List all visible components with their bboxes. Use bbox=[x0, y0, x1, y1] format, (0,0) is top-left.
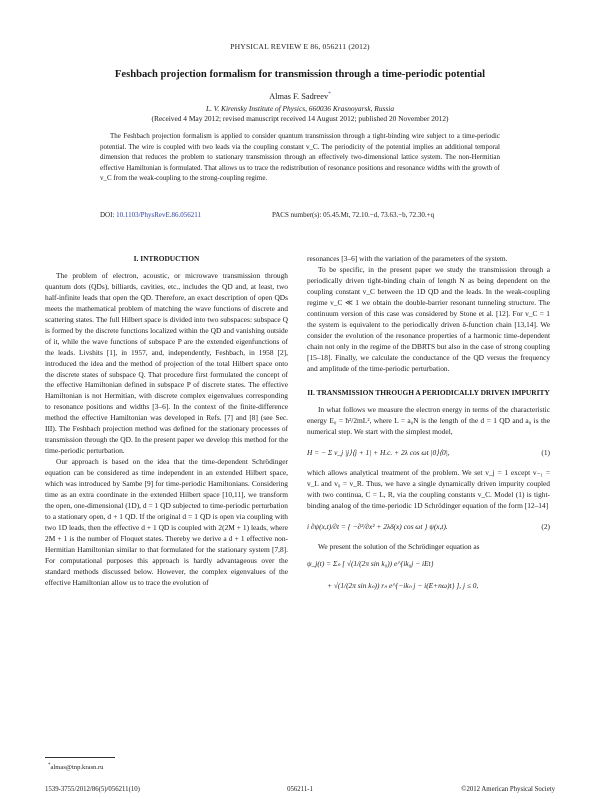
equation-1-body: H = − Σ v_j |j⟩⟨j + 1| + H.c. + 2λ cos ωt |0⟩⟨0|, bbox=[307, 448, 450, 458]
equation-2-body: i ∂ψ(x,t)/∂t = { −∂²/∂x² + 2λδ(x) cos ωt } ψ(x,t). bbox=[307, 522, 448, 532]
footnote-rule bbox=[45, 757, 115, 758]
sec2-paragraph-3: We present the solution of the Schrödinger equation as bbox=[318, 542, 480, 552]
equation-3 bbox=[307, 553, 550, 601]
intro-paragraph-2: Our approach is based on the idea that the time-dependent Schrödinger equation can be considered as time independent in an extended Hilbert space, which was introduced by Sambe [9] for time-periodic Hamiltonians. Considering time as an extra coordinate in the extended Hilbert space [10,11], we transform the open, one-dimensional (1D), d = 1 QD subjected to time-periodic perturbation to a stationary open, d + 1 QD. If the original d = 1 QD is open via coupling with two 1D leads, then the effective d + 1 QD is coupled with 2(2M + 1) leads, where 2M + 1 is the number of Floquet states. Thereby we derive a d + 1 effective non-Hermitian Hamiltonian similar to that formulated for the stationary system [7,8]. For computational purposes this approach is hardly advantageous over the standard methods discussed below. However, the complex eigenvalues of the effective Hamiltonian allow us to trace the evolution of bbox=[45, 457, 288, 587]
affiliation: L. V. Kirensky Institute of Physics, 660036 Krasnoyarsk, Russia bbox=[205, 104, 395, 113]
received-dates: (Received 4 May 2012; revised manuscript received 14 August 2012; published 20 November 2012) bbox=[151, 114, 449, 123]
running-header: PHYSICAL REVIEW E 86, 056211 (2012) bbox=[230, 42, 370, 51]
abstract bbox=[100, 131, 500, 184]
equation-1-number: (1) bbox=[541, 448, 550, 458]
doi-link[interactable]: 10.1103/PhysRevE.86.056211 bbox=[116, 211, 201, 219]
left-column bbox=[45, 254, 288, 589]
intro-paragraph-continued: resonances [3–6] with the variation of the parameters of the system. bbox=[307, 254, 508, 263]
author-line bbox=[0, 91, 600, 101]
equation-2-number: (2) bbox=[541, 522, 550, 532]
sec2-paragraph-2: which allows analytical treatment of the problem. We set v_j = 1 except v₋₁ = v_L and v₀ = v_R. Thus, we have a single dynamically driven impurity coupled with two continua, C = L, R, via the coupling constants v_C. Model (1) is tight-binding analog of the time-periodic 1D Schrödinger equation of the form [12–14] bbox=[307, 468, 550, 511]
equation-3-line-2: + √(1/(2π sin kₙ)) rₙ e^{−ikₙ j − i(E+nω)t} ], j ≤ 0, bbox=[327, 581, 479, 591]
footnote-email[interactable]: almas@tnp.krasn.ru bbox=[50, 764, 104, 772]
footer-issn: 1539-3755/2012/86(5)/056211(10) bbox=[45, 786, 140, 793]
author-name: Almas F. Sadreev bbox=[269, 91, 329, 101]
section-heading-introduction: I. INTRODUCTION bbox=[133, 254, 200, 263]
author-footnote-mark[interactable]: * bbox=[328, 91, 331, 97]
equation-1 bbox=[307, 438, 550, 468]
section-heading-transmission: II. TRANSMISSION THROUGH A PERIODICALLY DRIVEN IMPURITY bbox=[307, 388, 550, 398]
intro-paragraph-1: The problem of electron, acoustic, or microwave transmission through quantum dots (QDs), billiards, cavities, etc., includes the QD and, at least, two half-infinite leads that open the QD. Therefore, an exact description of open QDs meets the mathematical problem of matching the wave functions of discrete and scattering states. The full Hilbert space is divided into two subspaces: subspace Q is formed by the discrete functions localized within the QD and vanishing outside of it, while the wave functions of subspace P are the extended eigenfunctions of the leads. Livshits [1], in 1957, and, independently, Feshbach, in 1958 [2], introduced the idea and the method of projection of the total Hilbert space onto the discrete states of subspace Q. That procedure first formulated the concept of the effective Hamiltonian defined in subspace P of discrete states. The effective Hamiltonian is not Hermitian, with discrete complex eigenvalues corresponding to resonance positions and widths [3–6]. In the context of the finite-difference method the effective Hamiltonian was developed in Refs. [7] and [8] (see Sec. III). The Feshbach projection method was defined for the stationary processes of transmission through the QD. In the present paper we develop this method for the time-periodic perturbation. bbox=[45, 270, 288, 456]
pacs-numbers: PACS number(s): 05.45.Mt, 72.10.−d, 73.63.−b, 72.30.+q bbox=[272, 211, 435, 219]
doi-label: DOI: bbox=[100, 211, 115, 219]
footnote-mark: * bbox=[48, 763, 51, 768]
footnote bbox=[48, 763, 103, 771]
intro-paragraph-3: To be specific, in the present paper we study the transmission through a periodically driven tight-binding chain of length N as being dependent on the coupling constant v_C between the 1D QD and the leads. In the weak-coupling regime v_C ≪ 1 we obtain the double-barrier resonant tunneling structure. The continuum version of this case was considered by Stone et al. [12]. For v_C = 1 the system is equivalent to the periodically driven δ-function chain [13,14]. We consider the evolution of the resonance properties of a harmonic time-dependent chain not only in the regime of the DBRTS but also in the case of strong coupling [15–18]. Finally, we calculate the conductance of the QD versus the frequency and amplitude of the time-periodic perturbation. bbox=[307, 264, 550, 373]
abstract-text: The Feshbach projection formalism is applied to consider quantum transmission through a tight-binding wire subject to a time-periodic potential. The wire is coupled with two leads via the coupling constant v_C. The periodicity of the potential implies an additional temporal dimension that reduces the problem to stationary transmission through an effectively two-dimensional lattice system. The non-Hermitian effective Hamiltonian is formulated. That allows us to trace the redistribution of resonance positions and resonance widths with the growth of v_C from the weak-coupling to the strong-coupling regime. bbox=[100, 132, 500, 183]
equation-3-line-1: ψ_j(t) = Σₙ [ √(1/(2π sin k₀)) e^{ik₀j − iEt} bbox=[307, 559, 434, 569]
footer-page-number: 056211-1 bbox=[287, 786, 313, 793]
right-column bbox=[307, 254, 550, 601]
equation-2 bbox=[307, 512, 550, 542]
sec2-paragraph-1: In what follows we measure the electron energy in terms of the characteristic energy E₀ = ħ²/2mL², where L = a₀N is the length of the d = 1 QD and a₀ is the numerical step. We start with the simplest model, bbox=[307, 405, 550, 437]
footer-copyright: ©2012 American Physical Society bbox=[461, 786, 555, 793]
doi-line bbox=[100, 211, 500, 219]
paper-title: Feshbach projection formalism for transmission through a time-periodic potential bbox=[114, 69, 486, 80]
